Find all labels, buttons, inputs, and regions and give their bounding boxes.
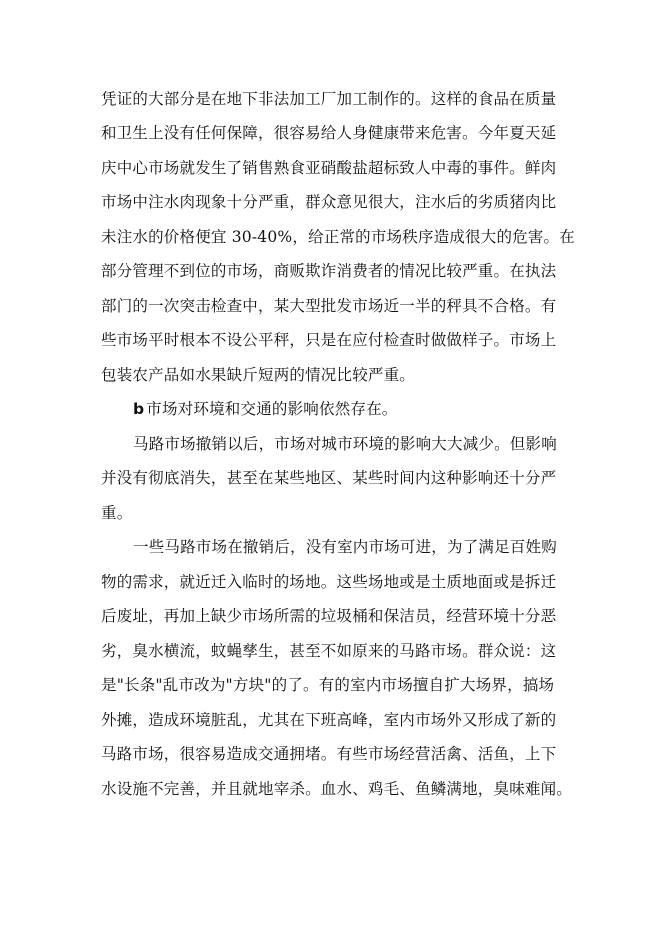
- paragraph-3-line-2: 物的需求，就近迁入临时的场地。这些场地或是土质地面或是拆迁: [101, 573, 557, 591]
- paragraph-3-line-5: 是"长条"乱市改为"方块"的了。有的室内市场擅自扩大场界，搞场: [101, 676, 555, 694]
- paragraph-2-line-1: 马路市场撤销以后，市场对城市环境的影响大大减少。但影响: [133, 435, 557, 453]
- paragraph-1-line-8: 些市场平时根本不设公平秤，只是在应付检查时做做样子。市场上: [101, 331, 557, 349]
- paragraph-3-line-1: 一些马路市场在撤销后，没有室内市场可进，为了满足百姓购: [133, 538, 557, 556]
- paragraph-1-line-3: 庆中心市场就发生了销售熟食亚硝酸盐超标致人中毒的事件。鲜肉: [101, 159, 557, 177]
- section-heading-b: [133, 399, 398, 419]
- paragraph-3-line-8: 水设施不完善，并且就地宰杀。血水、鸡毛、鱼鳞满地，臭味难闻。: [101, 780, 573, 798]
- paragraph-3-line-7: 马路市场，很容易造成交通拥堵。有些市场经营活禽、活鱼，上下: [101, 745, 557, 763]
- paragraph-2-line-2: 并没有彻底消失，甚至在某些地区、某些时间内这种影响还十分严: [101, 469, 557, 487]
- paragraph-3-line-4: 劣，臭水横流，蚊蝇孳生，甚至不如原来的马路市场。群众说：这: [101, 642, 557, 660]
- paragraph-1-line-7: 部门的一次突击检查中，某大型批发市场近一半的秤具不合格。有: [101, 297, 557, 315]
- paragraph-1-line-4: 市场中注水肉现象十分严重，群众意见很大，注水后的劣质猪肉比: [101, 193, 557, 211]
- heading-text: 市场对环境和交通的影响依然存在。: [146, 400, 398, 418]
- paragraph-3-line-3: 后废址，再加上缺少市场所需的垃圾桶和保洁员，经营环境十分恶: [101, 607, 557, 625]
- paragraph-3-line-6: 外摊，造成环境脏乱，尤其在下班高峰，室内市场外又形成了新的: [101, 711, 557, 729]
- paragraph-2-line-3: 重。: [101, 504, 133, 522]
- paragraph-1-line-1: 凭证的大部分是在地下非法加工厂加工制作的。这样的食品在质量: [101, 90, 557, 108]
- paragraph-1-line-9: 包装农产品如水果缺斤短两的情况比较严重。: [101, 366, 416, 384]
- paragraph-1-line-5: 未注水的价格便宜 30-40%，给正常的市场秩序造成很大的危害。在: [101, 228, 575, 246]
- paragraph-1-line-6: 部分管理不到位的市场，商贩欺诈消费者的情况比较严重。在执法: [101, 262, 557, 280]
- paragraph-1-line-2: 和卫生上没有任何保障，很容易给人身健康带来危害。今年夏天延: [101, 124, 557, 142]
- heading-marker: b: [133, 400, 145, 418]
